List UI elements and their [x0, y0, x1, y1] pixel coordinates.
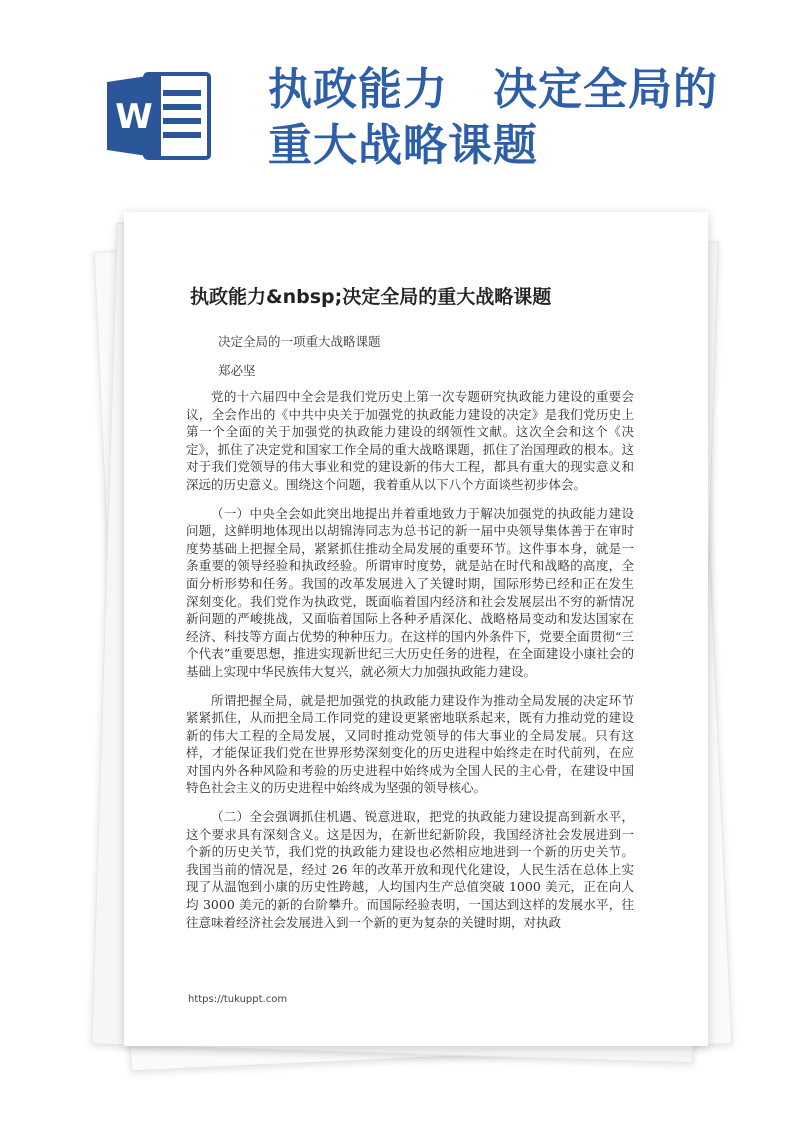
- paragraph: （一）中央全会如此突出地提出并着重地致力于解决加强党的执政能力建设问题，这鲜明地体现出以胡锦涛同志为总书记的新一届中央领导集体善于在审时度势基础上把握全局，紧紧抓住推动全局发展的重要环节。这件事本身，就是一条重要的领导经验和执政经验。所谓审时度势，就是站在时代和战略的高度，全面分析形势和任务。我国的改革发展进入了关键时期，国际形势已经和正在发生深刻变化。我们党作为执政党，既面临着国内经济和社会发展层出不穷的新情况新问题的严峻挑战，又面临着国际上各种矛盾深化、战略格局变动和发达国家在经济、科技等方面占优势的种种压力。在这样的国内外条件下，党要全面贯彻“三个代表”重要思想，推进实现新世纪三大历史任务的进程，在全面建设小康社会的基础上实现中华民族伟大复兴，就必须大力加强执政能力建设。: [186, 505, 634, 679]
- document-title: 执政能力&nbsp;决定全局的重大战略课题: [190, 286, 552, 308]
- document-subtitle: 决定全局的一项重大战略课题: [218, 334, 381, 349]
- header-title: [268, 62, 748, 174]
- document-body: [186, 388, 634, 942]
- paragraph: 党的十六届四中全会是我们党历史上第一次专题研究执政能力建设的重要会议，全会作出的《中共中央关于加强党的执政能力建设的决定》是我们党历史上第一个全面的关于加强党的执政能力建设的纲领性文献。这次全会和这个《决定》，抓住了决定党和国家工作全局的重大战略课题，抓住了治国理政的根本。这对于我们党领导的伟大事业和党的建设新的伟大工程，都具有重大的现实意义和深远的历史意义。围绕这个问题，我着重从以下八个方面谈些初步体会。: [186, 389, 634, 492]
- svg-text:W: W: [115, 97, 153, 137]
- header-title-line2: 重大战略课题: [268, 120, 538, 171]
- footer-url: https://tukuppt.com: [188, 994, 288, 1005]
- document-author: 郑必坚: [218, 363, 256, 378]
- paragraph: 所谓把握全局，就是把加强党的执政能力建设作为推动全局发展的决定环节紧紧抓住，从而把全局工作同党的建设更紧密地联系起来，既有力推动党的建设新的伟大工程的全局发展，又同时推动党领导的伟大事业的全局发展。只有这样，才能保证我们党在世界形势深刻变化的历史进程中始终走在时代前列，在应对国内外各种风险和考验的历史进程中始终成为全国人民的主心骨，在建设中国特色社会主义的历史进程中始终成为坚强的领导核心。: [186, 692, 634, 796]
- header-title-line1: 执政能力 决定全局的: [268, 64, 718, 115]
- word-document-icon: [105, 70, 213, 162]
- document-page: [124, 212, 708, 1046]
- paragraph: （二）全会强调抓住机遇、锐意进取，把党的执政能力建设提高到新水平，这个要求具有深刻含义。这是因为，在新世纪新阶段，我国经济社会发展进到一个新的历史关节，我们党的执政能力建设也必然相应地进到一个新的历史关节。我国当前的情况是，经过 26 年的改革开放和现代化建设，人民生活在总体上实现了从温饱到小康的历史性跨越，人均国内生产总值突破 1000 美元，正在向人均 3000 美元的新的台阶攀升。而国际经验表明，一国达到这样的发展水平，往往意味着经济社会发展进入到一个新的更为复杂的关键时期，对执政: [186, 809, 634, 930]
